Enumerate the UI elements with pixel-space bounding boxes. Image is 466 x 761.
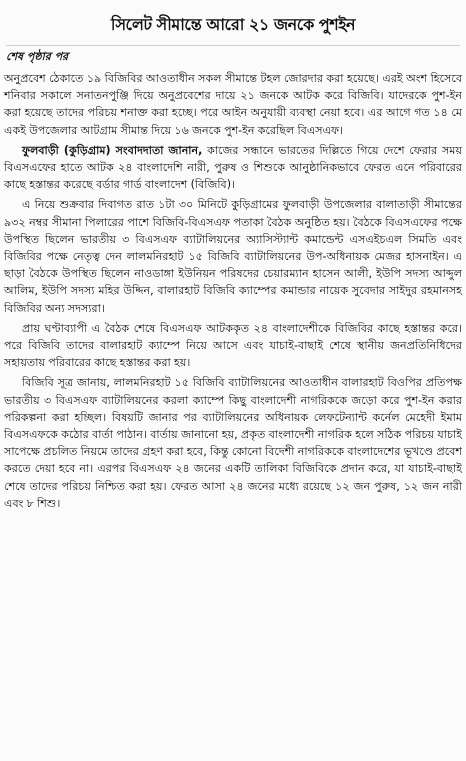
paragraph-2-text: কাজের সন্ধানে ভারতের দিল্লিতে গিয়ে দেশে ফেরার সময় বিএসএফের হাতে আটক ২৪ বাংলাদেশি নারী, পুরুষ ও শিশুকে আনুষ্ঠানিকভাবে ফেরত এনে পরিবারের কাছে হস্তান্তর করেছে বর্ডার গার্ড বাংলাদেশ (বিজিবি)। <box>4 143 462 192</box>
paragraph-3: এ নিয়ে শুক্রবার দিবাগত রাত ১টা ৩০ মিনিটে কুড়িগ্রামের ফুলবাড়ী উপজেলার বালাতাড়ী সীমান্তের ৯৩২ নম্বর সীমানা পিলারের পাশে বিজিবি-বিএসএফ পতাকা বৈঠক অনুষ্ঠিত হয়। বৈঠকে বিএসএফের পক্ষে উপস্থিত ছিলেন ভারতীয় ৩ বিএসএফ ব্যাটালিয়নের অ্যাসিস্ট্যান্ট কমান্ডেন্ট এসএইচএল সিমতি এবং বিজিবির পক্ষে নেতৃত্ব দেন লালমনিরহাট ১৫ বিজিবি ব্যাটালিয়নের উপ-অধিনায়ক মেজর হাসনাইন। এ ছাড়া বৈঠকে উপস্থিত ছিলেন নাওডাঙ্গা ইউনিয়ন পরিষদের চেয়ারম্যান হাসেন আলী, ইউপি সদস্য আব্দুল আলিম, ইউপি সদস্য মহির উদ্দিন, বালারহাট বিজিবি ক্যাম্পের কমান্ডার নায়েক সুবেদার সাইদুর রহমানসহ বিজিবির অন্য সদস্যরা। <box>4 198 462 315</box>
paragraph-4: প্রায় ঘণ্টাব্যাপী এ বৈঠক শেষে বিএসএফ আটককৃত ২৪ বাংলাদেশীকে বিজিবির কাছে হস্তান্তর করে। পরে বিজিবি তাদের বালারহাট ক্যাম্পে নিয়ে আসে এবং যাচাই-বাছাই শেষে স্থানীয় জনপ্রতিনিধিদের সহায়তায় পরিবারের কাছে হস্তান্তর করা হয়। <box>4 321 462 370</box>
continued-from-label: শেষ পৃষ্ঠার পর <box>6 50 69 63</box>
headline: সিলেট সীমান্তে আরো ২১ জনকে পুশইন <box>110 15 356 34</box>
article-body <box>4 70 462 515</box>
paragraph-2 <box>4 142 462 194</box>
dateline-lead: ফুলবাড়ী (কুড়িগ্রাম) সংবাদদাতা জানান, <box>22 143 203 157</box>
paragraph-5: বিজিবি সূত্র জানায়, লালমনিরহাট ১৫ বিজিবি ব্যাটালিয়নের আওতাধীন বালারহাট বিওপির প্রতিপক্ষ ভারতীয় ৩ বিএসএফ ব্যাটালিয়নের করলা ক্যাম্পে কিছু বাংলাদেশী নাগরিককে জড়ো করে পুশ-ইন করার পরিকল্পনা করা হচ্ছিল। বিষয়টি জানার পর ব্যাটালিয়নের অধিনায়ক লেফটেন্যান্ট কর্নেল মেহেদী ইমাম বিএসএফকে কঠোর বার্তা পাঠান। বার্তায় জানানো হয়, প্রকৃত বাংলাদেশী নাগরিক হলে সঠিক পরিচয় যাচাই সাপেক্ষে প্রচলিত নিয়মে তাদের গ্রহণ করা হবে, কিন্তু কোনো বিদেশী নাগরিককে বাংলাদেশের ভূখণ্ডে প্রবেশ করতে দেয়া হবে না। এরপর বিএসএফ ২৪ জনের একটি তালিকা বিজিবিকে প্রদান করে, যা যাচাই-বাছাই শেষে তাদের পরিচয় নিশ্চিত করা হয়। ফেরত আসা ২৪ জনের মধ্যে রয়েছে ১২ জন পুরুষ, ১২ জন নারী এবং ৮ শিশু। <box>4 376 462 510</box>
headline-divider <box>6 45 460 46</box>
paragraph-1: অনুপ্রবেশ ঠেকাতে ১৯ বিজিবির আওতাধীন সকল সীমান্তে টহল জোরদার করা হয়েছে। এরই অংশ হিসেবে শনিবার সকালে সনাতনপুঞ্জি দিয়ে অনুপ্রবেশের দায়ে ২১ জনকে আটক করে বিজিবি। যাদেরকে পুশ-ইন করা হয়েছে তাদের পরিচয় শনাক্ত করা হচ্ছে। পরে আইন অনুযায়ী ব্যবস্থা নেয়া হবে। এর আগে গত ১৪ মে একই উপজেলার আটগ্রাম সীমান্ত দিয়ে ১৬ জনকে পুশ-ইন করেছিল বিএসএফ। <box>4 72 462 137</box>
